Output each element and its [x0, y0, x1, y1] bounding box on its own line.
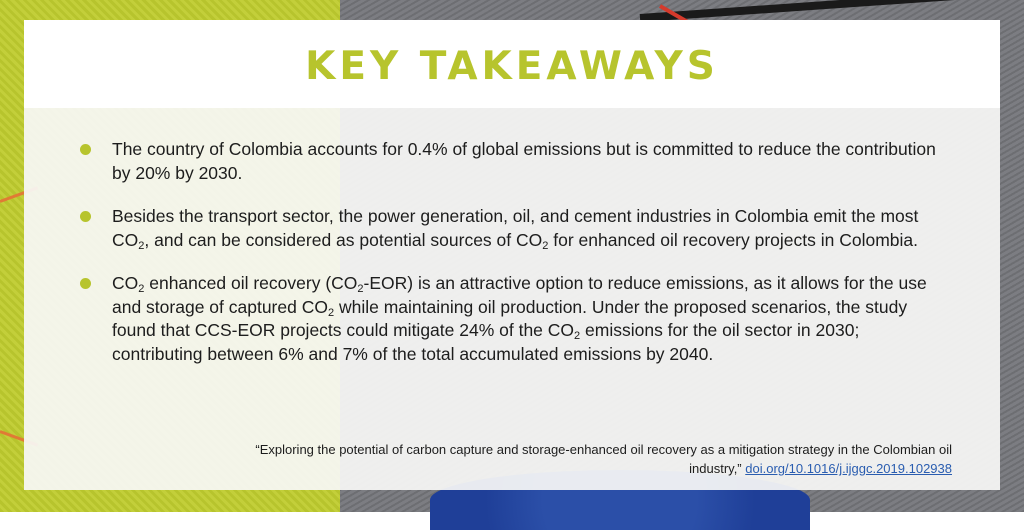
takeaway-item [80, 272, 940, 366]
page-title: KEY TAKEAWAYS [305, 44, 719, 89]
takeaway-text: Besides the transport sector, the power generation, oil, and cement industries in Colombia emit the most $CO_2$, and can be considered as potential sources of $CO_2$ for enhanced oil recovery projects in Colombia. [112, 206, 919, 252]
takeaways-list [80, 138, 940, 386]
doi-link[interactable]: doi.org/10.1016/j.ijggc.2019.102938 [745, 461, 952, 476]
bullet-icon [80, 278, 91, 289]
takeaway-item [80, 138, 940, 185]
bullet-icon [80, 211, 91, 222]
takeaway-text: $CO_2$ enhanced oil recovery $(CO_2-EOR)$ is an attractive option to reduce emissions, as it allows for the use and storage of captured $CO_2$ while maintaining oil production. Under the proposed scenarios, the study found that CCS-EOR projects could mitigate 24% of the $CO_2$ emissions for the oil sector in 2030; contributing between 6% and 7% of the total accumulated emissions by 2040. [112, 273, 927, 364]
takeaway-item [80, 205, 940, 252]
bullet-icon [80, 144, 91, 155]
takeaways-card [24, 20, 1000, 490]
citation-text: “Exploring the potential of carbon capture and storage-enhanced oil recovery as a mitigation strategy in the Colombian oil industry,” [255, 442, 952, 476]
takeaway-text: The country of Colombia accounts for 0.4% of global emissions but is committed to reduce the contribution by 20% by 2030. [112, 139, 936, 183]
citation [252, 440, 952, 478]
card-header [24, 20, 1000, 108]
